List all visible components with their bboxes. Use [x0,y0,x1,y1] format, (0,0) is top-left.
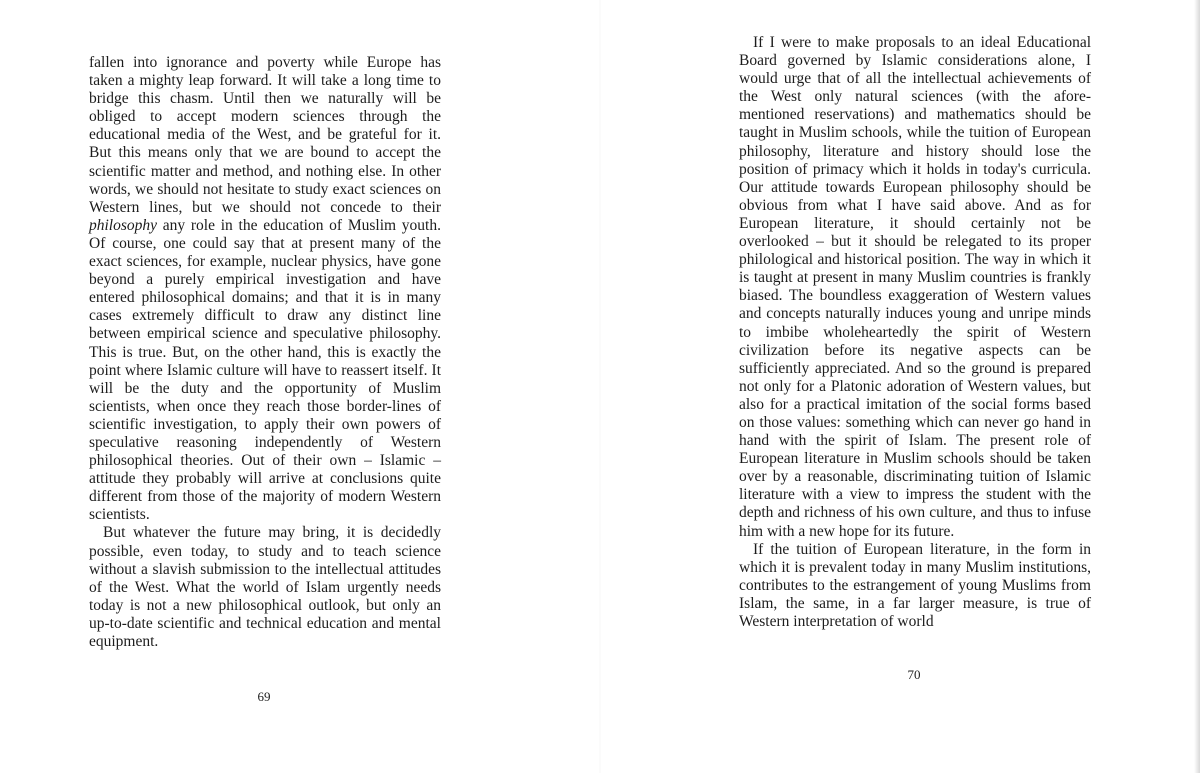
left-paragraph-1-part-1: fallen into ignorance and poverty while Europe has taken a mighty leap forward. It will take a long time to bridge this chasm. Until then we naturally will be obliged to accept modern sciences through the educational media of the West, and be grateful for it. But this means only that we are bound to accept the scientific matter and method, and nothing else. In other words, we should not hesitate to study exact sciences on Western lines, but we should not concede to their [89,54,441,216]
left-paragraph-1 [89,54,441,524]
left-paragraph-2: But whatever the future may bring, it is decidedly possible, even today, to study and to teach science without a slavish submission to the intellectual attitudes of the West. What the world of Islam urgently needs today is not a new philosophical outlook, but only an up-to-date scientific and technical education and mental equipment. [89,524,441,650]
right-page-text [739,34,1091,631]
left-page-text [89,54,441,651]
left-paragraph-1-part-2: any role in the education of Muslim youth. Of course, one could say that at present many of the exact sciences, for example, nuclear physics, have gone beyond a purely empirical investigation and have entered philosophical domains; and that it is in many cases extremely difficult to draw any distinct line between empirical science and speculative philosophy. This is true. But, on the other hand, this is exactly the point where Islamic culture will have to reassert itself. It will be the duty and the opportunity of Muslim scientists, when once they reach those border-lines of scientific investigation, to apply their own powers of speculative reasoning independently of Western philosophical theories. Out of their own – Islamic – attitude they probably will arrive at conclusions quite different from those of the majority of modern Western scientists. [89,216,441,524]
emphasis-philosophy: philosophy [89,216,158,234]
right-paragraph-1: If I were to make proposals to an ideal Educational Board governed by Islamic considerations alone, I would urge that of all the intellectual achievements of the West only natural sciences (with the afore-mentioned reservations) and mathematics should be taught in Muslim schools, while the tuition of European philosophy, literature and history should lose the position of primacy which it holds in today's curricula. Our attitude towards European philosophy should be obvious from what I have said above. And as for European literature, it should certainly not be overlooked – but it should be relegated to its proper philological and historical position. The way in which it is taught at present in many Muslim countries is frankly biased. The boundless exaggeration of Western values and concepts naturally induces young and unripe minds to imbibe wholeheartedly the spirit of Western civilization before its negative aspects can be sufficiently appreciated. And so the ground is prepared not only for a Platonic adoration of Western values, but also for a practical imitation of the social forms based on those values: something which can never go hand in hand with the spirit of Islam. The present role of European literature in Muslim schools should be taken over by a reasonable, discriminating tuition of Islamic literature with a view to impress the student with the depth and richness of his own culture, and thus to infuse him with a new hope for its future. [739,34,1091,540]
right-paragraph-2: If the tuition of European literature, in the form in which it is prevalent today in many Muslim institutions, contributes to the estrangement of young Muslims from Islam, the same, in a far larger measure, is true of Western interpretation of world [739,540,1091,630]
page-edge-shadow [1194,0,1200,773]
left-page-number: 69 [257,689,271,704]
right-page-number: 70 [907,667,921,682]
right-page [600,0,1200,773]
